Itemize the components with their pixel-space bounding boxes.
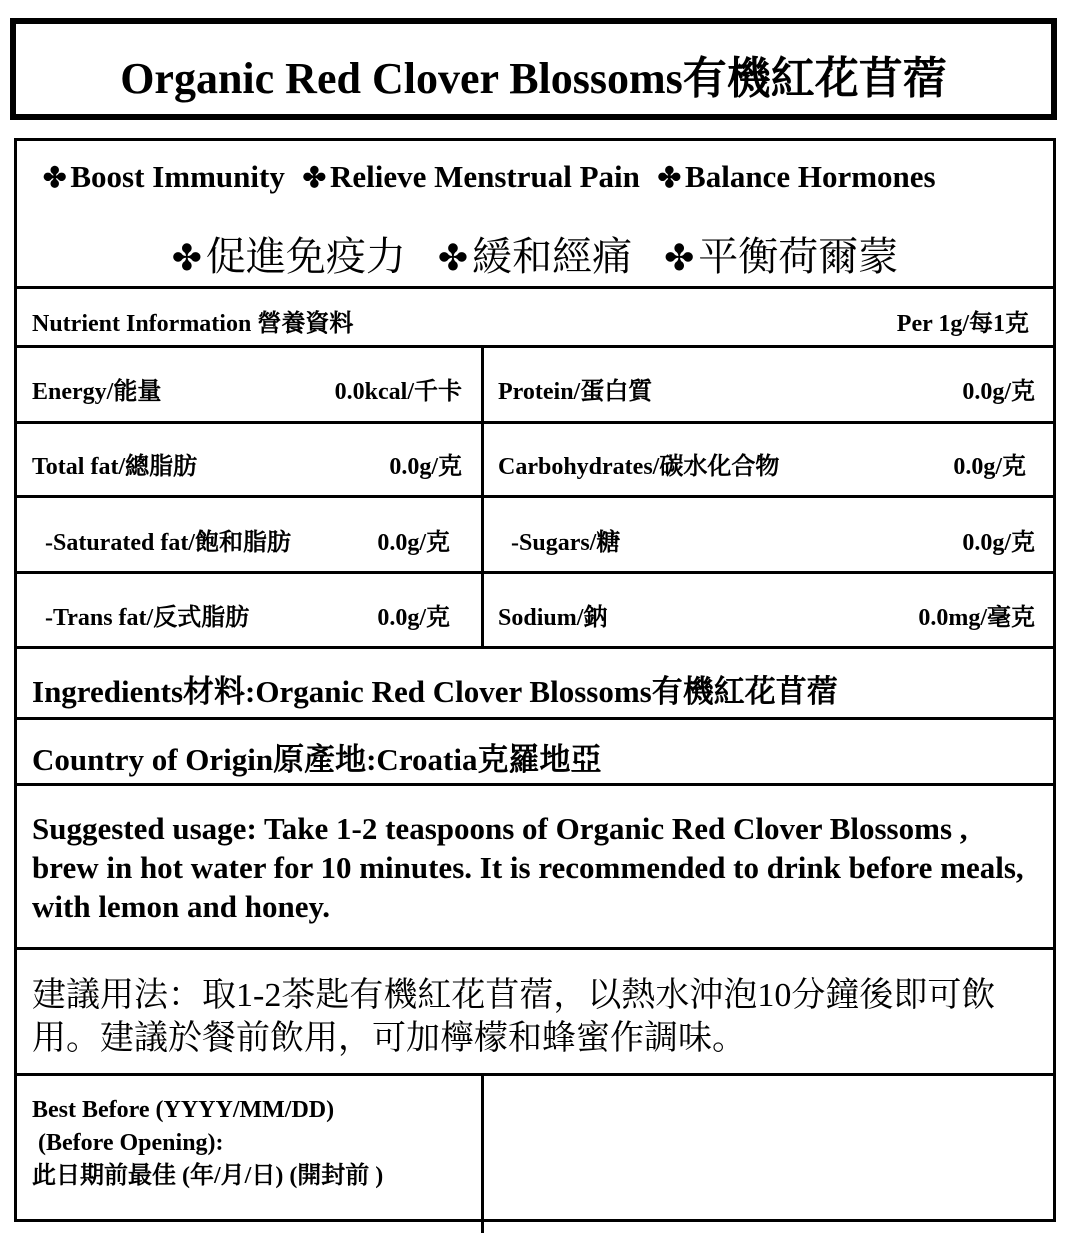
benefit-en-3: Balance Hormones xyxy=(685,159,936,194)
benefits-en xyxy=(43,159,1053,195)
divider xyxy=(17,345,1053,348)
ingredients: Ingredients材料:Organic Red Clover Blossoms有機紅花苜蓿 xyxy=(32,674,838,709)
energy-value: 0.0kcal/千卡 xyxy=(334,379,462,405)
product-title: Organic Red Clover Blossoms有機紅花苜蓿 xyxy=(120,54,947,103)
club-icon: ✤ xyxy=(437,238,469,278)
divider xyxy=(17,286,1053,289)
nutrition-per: Per 1g/每1克 xyxy=(896,311,1029,337)
nutrition-header: Nutrient Information 營養資料 xyxy=(32,311,354,337)
divider xyxy=(17,571,1053,574)
divider xyxy=(17,646,1053,649)
total-fat-label: Total fat/總脂肪 xyxy=(32,454,198,480)
saturated-fat-value: 0.0g/克 xyxy=(377,530,450,556)
carbohydrates-value: 0.0g/克 xyxy=(953,454,1026,480)
best-before-date-field xyxy=(485,1079,1045,1219)
club-icon: ✤ xyxy=(43,163,67,194)
club-icon: ✤ xyxy=(302,163,326,194)
benefit-zh-2: 緩和經痛 xyxy=(472,234,633,279)
suggested-usage-en: Suggested usage: Take 1-2 teaspoons of Organic Red Clover Blossoms , brew in hot water for 10 minutes. It is recommended to drink before meals, with lemon and honey. xyxy=(32,811,1024,924)
benefits-zh xyxy=(17,225,1053,282)
divider xyxy=(17,717,1053,720)
club-icon: ✤ xyxy=(657,163,682,194)
protein-value: 0.0g/克 xyxy=(962,379,1035,405)
best-before-line-2: (Before Opening): xyxy=(32,1130,224,1156)
column-divider xyxy=(481,1073,484,1233)
club-icon: ✤ xyxy=(664,238,695,278)
divider xyxy=(17,783,1053,786)
carbohydrates-label: Carbohydrates/碳水化合物 xyxy=(498,454,780,480)
protein-label: Protein/蛋白質 xyxy=(498,379,653,405)
country-of-origin: Country of Origin原產地:Croatia克羅地亞 xyxy=(32,742,602,777)
sodium-value: 0.0mg/毫克 xyxy=(918,605,1035,631)
suggested-usage-zh: 建議用法：取1-2茶匙有機紅花苜蓿，以熱水沖泡10分鐘後即可飲用。建議於餐前飲用，可加檸檬和蜂蜜作調味。 xyxy=(32,977,996,1057)
saturated-fat-label: -Saturated fat/飽和脂肪 xyxy=(45,530,291,556)
divider xyxy=(17,947,1053,950)
benefit-en-1: Boost Immunity xyxy=(70,159,285,194)
best-before-label xyxy=(32,1094,383,1193)
benefit-zh-3: 平衡荷爾蒙 xyxy=(698,234,899,279)
sugars-label: -Sugars/糖 xyxy=(511,530,621,556)
divider xyxy=(17,1073,1053,1076)
divider xyxy=(17,421,1053,424)
trans-fat-value: 0.0g/克 xyxy=(377,605,450,631)
label-panel xyxy=(14,138,1056,1222)
total-fat-value: 0.0g/克 xyxy=(389,454,462,480)
divider xyxy=(17,495,1053,498)
trans-fat-label: -Trans fat/反式脂肪 xyxy=(45,605,250,631)
sugars-value: 0.0g/克 xyxy=(962,530,1035,556)
title-box xyxy=(10,18,1057,120)
benefit-en-2: Relieve Menstrual Pain xyxy=(329,159,640,194)
sodium-label: Sodium/鈉 xyxy=(498,605,608,631)
benefit-zh-1: 促進免疫力 xyxy=(205,234,406,279)
energy-label: Energy/能量 xyxy=(32,379,162,405)
best-before-line-1: Best Before (YYYY/MM/DD) xyxy=(32,1097,335,1123)
club-icon: ✤ xyxy=(171,238,202,278)
best-before-line-3: 此日期前最佳 (年/月/日) (開封前 ) xyxy=(32,1163,384,1189)
